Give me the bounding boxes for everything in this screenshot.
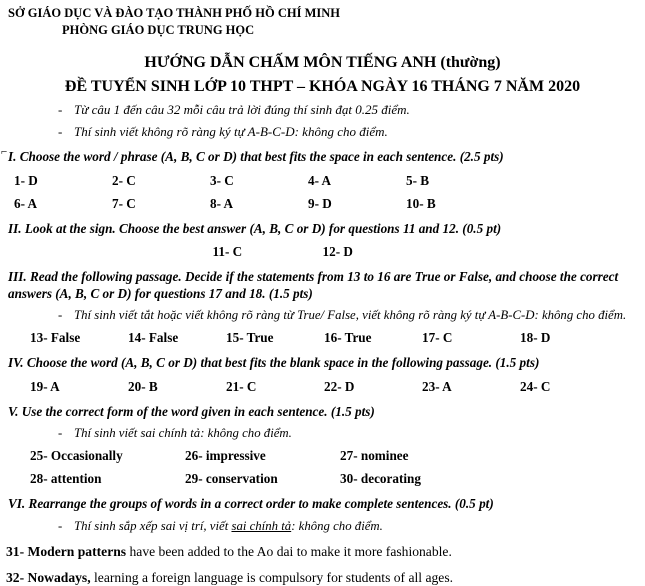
answer-item: 4- A — [308, 172, 332, 188]
section-5-note-text: Thí sinh viết sai chính tả: không cho điểm. — [74, 426, 292, 440]
answer-item: 12- D — [322, 244, 353, 259]
document-title-main: HƯỚNG DẪN CHẤM MÔN TIẾNG ANH (thường) — [144, 54, 501, 71]
answer-row — [30, 471, 645, 487]
answer-item: 24- C — [520, 378, 551, 394]
underlined-phrase: sai chính tả — [231, 518, 292, 533]
department-line-1: SỞ GIÁO DỤC VÀ ĐÀO TẠO THÀNH PHỐ HỒ CHÍ MINH — [8, 6, 340, 20]
answer-item: 15- True — [226, 330, 274, 345]
answer-item: 19- A — [30, 378, 60, 394]
answer-item: 3- C — [210, 172, 234, 188]
answer-row — [30, 330, 645, 346]
answer-item: 7- C — [112, 195, 136, 211]
general-note-2 — [58, 124, 645, 140]
answer-item: 22- D — [324, 378, 355, 394]
answer-item: 17- C — [422, 330, 453, 345]
answer-item: 9- D — [308, 195, 332, 211]
bullet-dash-icon: - — [58, 426, 63, 440]
section-heading-2: II. Look at the sign. Choose the best answer (A, B, C or D) for questions 11 and 12. (0.5 pt) — [8, 220, 502, 236]
section-5-note — [58, 426, 645, 441]
answer-item: 14- False — [128, 330, 179, 345]
answer-row — [30, 379, 645, 395]
answer-item: 21- C — [226, 378, 257, 394]
rearrange-sentence-31 — [6, 544, 645, 560]
margin-mark: ⌐ — [1, 146, 8, 158]
section-3-note — [58, 308, 645, 323]
bullet-dash-icon: - — [58, 102, 63, 117]
document-title-sub: ĐỀ TUYỂN SINH LỚP 10 THPT – KHÓA NGÀY 16 THÁNG 7 NĂM 2020 — [64, 78, 581, 95]
sentence-rest: have been added to the Ao dai to make it more fashionable. — [129, 543, 452, 559]
answer-item: 16- True — [324, 330, 372, 345]
answer-item: 25- Occasionally — [30, 448, 123, 463]
general-note-1 — [58, 102, 645, 118]
department-line-2: PHÒNG GIÁO DỤC TRUNG HỌC — [62, 23, 255, 37]
answer-row — [30, 448, 645, 464]
answer-item: 8- A — [210, 195, 234, 211]
answer-item: 28- attention — [30, 471, 102, 486]
answer-item: 10- B — [406, 195, 436, 211]
general-note-1-text: Từ câu 1 đến câu 32 mỗi câu trả lời đúng thí sinh đạt 0.25 điểm. — [74, 102, 410, 117]
section-6-note-text: Thí sinh sắp xếp sai vị trí, viết sai chính tả: không cho điểm. — [74, 518, 383, 533]
answer-row — [14, 196, 645, 212]
answer-item: 20- B — [128, 378, 158, 394]
sentence-bold-part: Modern patterns — [27, 543, 127, 559]
answer-item: 1- D — [14, 172, 38, 188]
general-note-2-text: Thí sinh viết không rõ ràng ký tự A-B-C-D: không cho điểm. — [74, 124, 388, 139]
section-heading-4: IV. Choose the word (A, B, C or D) that best fits the blank space in the following passage. (1.5 pts) — [8, 355, 540, 370]
sentence-rest: learning a foreign language is compulsory for students of all ages. — [94, 569, 454, 585]
section-3-note-text: Thí sinh viết tắt hoặc viết không rõ ràng từ True/ False, viết không rõ ràng ký tự A-B-C-D: không cho điểm. — [74, 308, 627, 322]
answer-item: 23- A — [422, 378, 452, 394]
answer-item: 5- B — [406, 172, 430, 188]
section-6-note — [58, 518, 645, 534]
answer-item: 27- nominee — [340, 448, 409, 463]
bullet-dash-icon: - — [58, 518, 63, 533]
section-heading-1: I. Choose the word / phrase (A, B, C or D) that best fits the space in each sentence. (2.5 pts) — [8, 149, 504, 164]
answer-item: 30- decorating — [340, 471, 421, 486]
section-heading-3: III. Read the following passage. Decide if the statements from 13 to 16 are True or False, and choose the correct answers (A, B, C or D) for questions 17 and 18. (1.5 pts) — [8, 269, 619, 301]
answer-item: 29- conservation — [185, 471, 278, 486]
answer-item: 2- C — [112, 172, 136, 188]
answer-item: 6- A — [14, 195, 38, 211]
section-heading-5: V. Use the correct form of the word given in each sentence. (1.5 pts) — [8, 403, 375, 419]
answer-item: 13- False — [30, 330, 81, 345]
answer-row — [14, 173, 645, 189]
rearrange-sentence-32 — [6, 570, 645, 586]
answer-item: 18- D — [520, 330, 551, 345]
bullet-dash-icon: - — [58, 308, 63, 322]
sentence-number: 31- — [6, 543, 25, 559]
sentence-number: 32- — [6, 569, 25, 585]
section-heading-6: VI. Rearrange the groups of words in a correct order to make complete sentences. (0.5 pt) — [8, 496, 494, 511]
answer-item: 11- C — [212, 244, 243, 259]
bullet-dash-icon: - — [58, 124, 63, 139]
sentence-bold-part: Nowadays, — [27, 569, 91, 585]
answer-item: 26- impressive — [185, 448, 266, 463]
document-page — [0, 6, 645, 585]
answer-row — [0, 244, 645, 260]
